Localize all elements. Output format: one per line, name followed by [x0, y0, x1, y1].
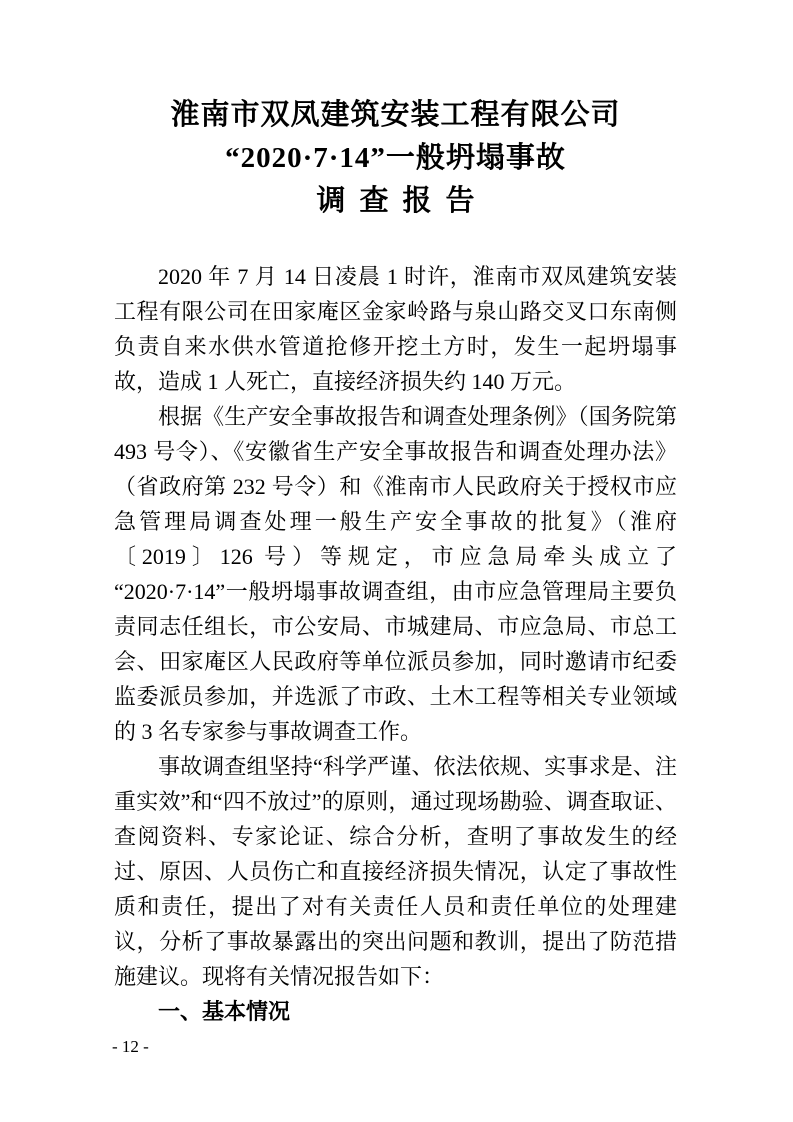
report-title: [114, 94, 677, 223]
paragraph-investigation-principles: 事故调查组坚持“科学严谨、依法依规、实事求是、注重实效”和“四不放过”的原则，通过现场勘验、调查取证、查阅资料、专家论证、综合分析，查明了事故发生的经过、原因、人员伤亡和直接经济损失情况，认定了事故性质和责任，提出了对有关责任人员和责任单位的处理建议，分析了事故暴露出的突出问题和教训，提出了防范措施建议。现将有关情况报告如下：: [114, 754, 677, 989]
section-heading-basic-info: 一、基本情况: [158, 999, 291, 1024]
page-number: - 12 -: [112, 1037, 149, 1056]
paragraph-accident-summary: 2020 年 7 月 14 日凌晨 1 时许，淮南市双凤建筑安装工程有限公司在田家庵区金家岭路与泉山路交叉口东南侧负责自来水供水管道抢修开挖土方时，发生一起坍塌事故，造成 1 人死亡，直接经济损失约 140 万元。: [114, 264, 677, 394]
report-body: [114, 259, 677, 1029]
report-title-line-incident: “2020·7·14”一般坍塌事故: [225, 142, 566, 174]
report-title-line-company: 淮南市双凤建筑安装工程有限公司: [170, 99, 621, 131]
report-title-line-report: 调查报告: [316, 185, 489, 217]
paragraph-legal-basis: 根据《生产安全事故报告和调查处理条例》（国务院第 493 号令）、《安徽省生产安全事故报告和调查处理办法》（省政府第 232 号令）和《淮南市人民政府关于授权市应急管理局调查处理一般生产安全事故的批复》（淮府〔2019〕126 号）等规定，市应急局牵头成立了“2020·7·14”一般坍塌事故调查组，由市应急管理局主要负责同志任组长，市公安局、市城建局、市应急局、市总工会、田家庵区人民政府等单位派员参加，同时邀请市纪委监委派员参加，并选派了市政、土木工程等相关专业领域的 3 名专家参与事故调查工作。: [114, 404, 677, 744]
report-content: [114, 94, 677, 1029]
